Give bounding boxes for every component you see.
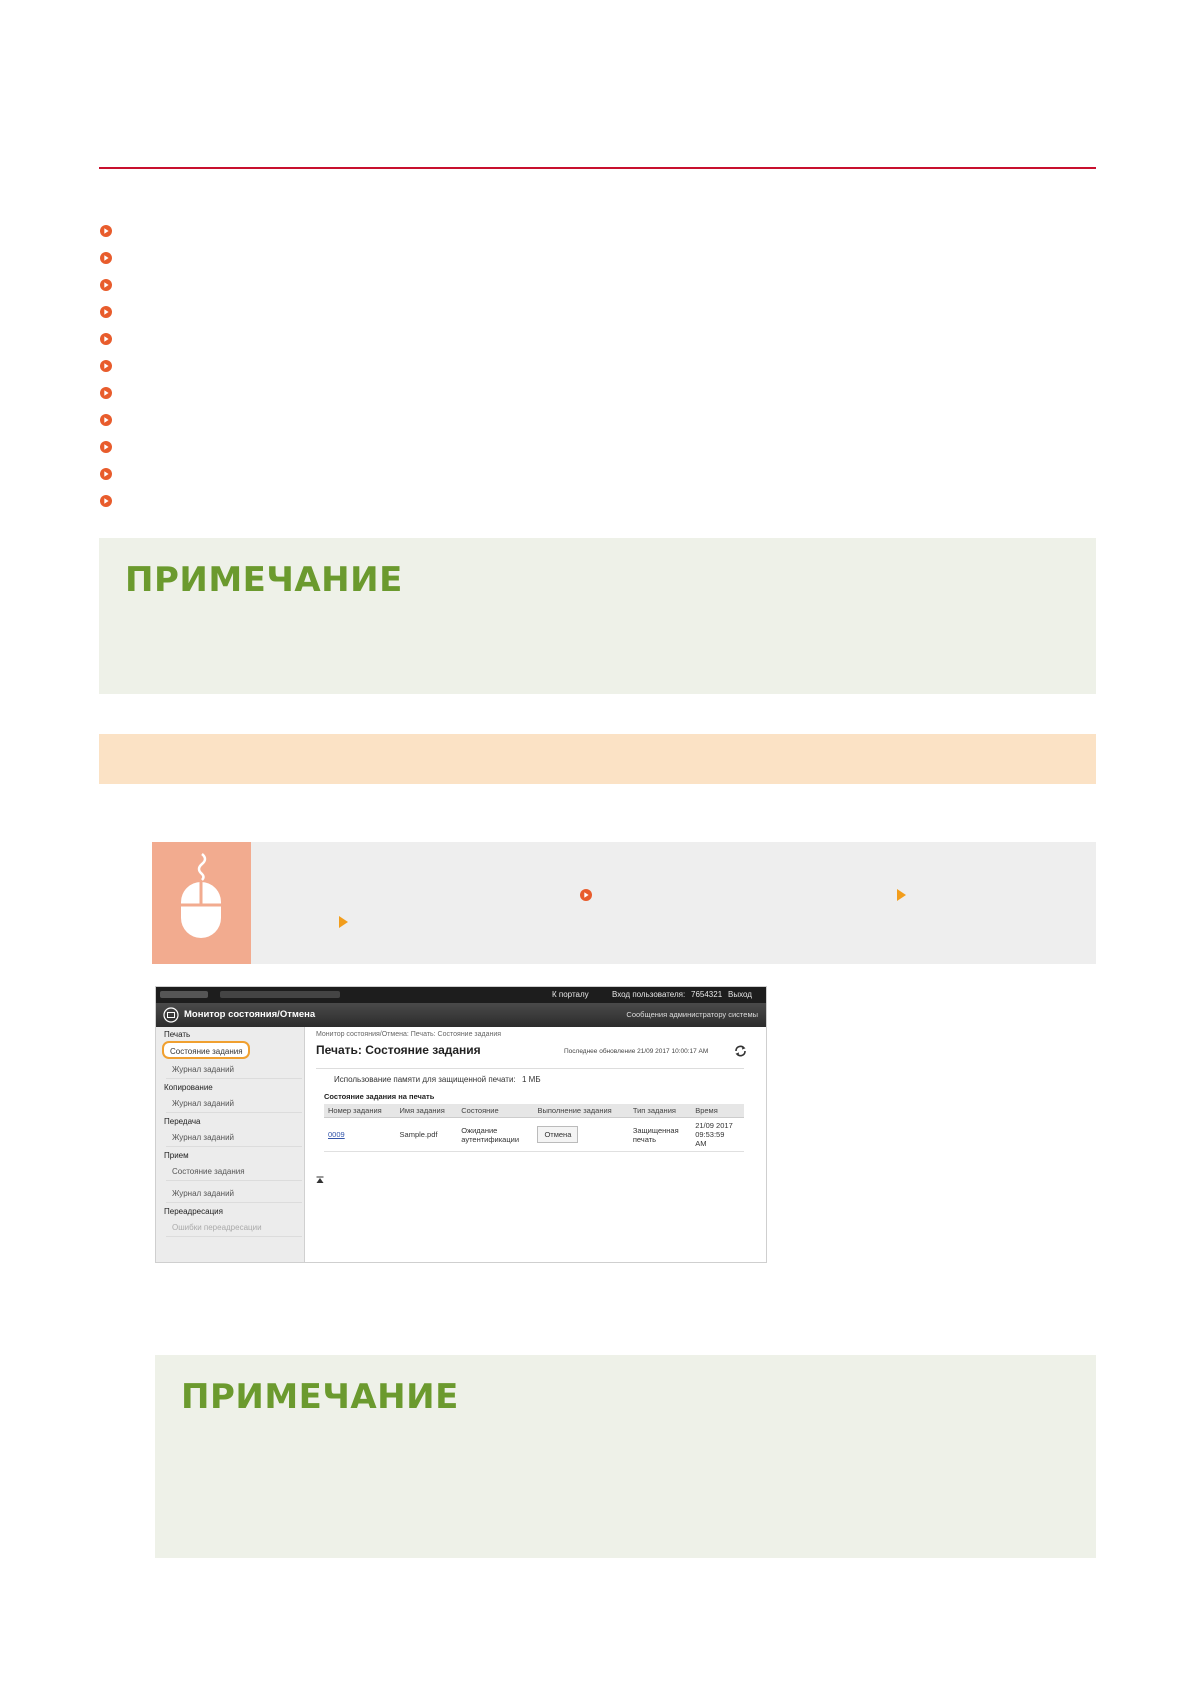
note-box [99, 538, 1096, 694]
arrow-right-icon [897, 889, 906, 901]
user-id: 7654321 [691, 990, 723, 999]
link-bullet-icon [99, 332, 113, 346]
sidebar-item-copy-log[interactable]: Журнал заданий [166, 1095, 302, 1113]
link-bullet-icon [99, 413, 113, 427]
admin-message-link[interactable]: Сообщения администратору системы [626, 1010, 758, 1019]
table-header-row [324, 1104, 744, 1118]
column-header: Выполнение задания [533, 1104, 628, 1118]
portal-link[interactable]: К порталу [552, 990, 589, 999]
logout-link[interactable]: Выход [728, 990, 752, 999]
note-title: ПРИМЕЧАНИЕ [125, 560, 403, 600]
link-bullet-icon [99, 305, 113, 319]
sidebar-header-copy: Копирование [164, 1083, 213, 1092]
job-number-link[interactable]: 0009 [328, 1130, 345, 1139]
top-bar [156, 987, 766, 1003]
instruction-box [152, 842, 1096, 964]
sidebar-item-forward-errors[interactable]: Ошибки переадресации [166, 1219, 302, 1237]
app-title: Монитор состояния/Отмена [184, 1009, 316, 1020]
job-time [691, 1118, 744, 1152]
note-box [155, 1355, 1096, 1558]
job-state [457, 1118, 533, 1152]
jobs-table [324, 1104, 744, 1152]
job-time-line: AM [695, 1139, 707, 1148]
job-type-line: печать [632, 1134, 657, 1144]
memory-value: 1 МБ [522, 1075, 541, 1084]
link-bullet-icon [99, 386, 113, 400]
step-header-band [99, 734, 1096, 784]
sidebar-item-print-log[interactable]: Журнал заданий [166, 1061, 302, 1079]
job-time-line: 21/09 2017 [695, 1121, 733, 1130]
link-bullet-icon [99, 278, 113, 292]
sidebar-item-print-status[interactable]: Состояние задания [162, 1041, 250, 1059]
monitor-icon [163, 1007, 179, 1023]
sidebar-header-print: Печать [164, 1030, 191, 1039]
login-label: Вход пользователя: [612, 990, 686, 999]
link-bullet-icon [99, 359, 113, 373]
sidebar-header-send: Передача [164, 1117, 201, 1126]
last-update: Последнее обновление 21/09 2017 10:00:17 AM [564, 1048, 709, 1055]
cancel-button[interactable]: Отмена [537, 1126, 578, 1143]
link-bullet-icon [99, 251, 113, 265]
link-bullet-icon [99, 224, 113, 238]
title-bar [156, 1003, 766, 1027]
column-header: Тип задания [629, 1104, 691, 1118]
section-divider [99, 167, 1096, 169]
column-header: Имя задания [396, 1104, 458, 1118]
arrow-right-icon [339, 916, 348, 928]
sidebar-item-receive-status[interactable]: Состояние задания [166, 1163, 302, 1181]
scroll-top-icon[interactable] [316, 1176, 324, 1184]
breadcrumb: Монитор состояния/Отмена: Печать: Состояние задания [316, 1031, 502, 1038]
job-type [629, 1118, 691, 1152]
column-header: Состояние [457, 1104, 533, 1118]
job-type-line: Защищенная [632, 1125, 679, 1135]
table-caption: Состояние задания на печать [324, 1092, 435, 1101]
link-bullet-icon [99, 440, 113, 454]
sidebar-header-receive: Прием [164, 1151, 189, 1160]
column-header: Время [691, 1104, 744, 1118]
refresh-icon[interactable] [734, 1045, 747, 1057]
page-title: Печать: Состояние задания [316, 1043, 481, 1057]
sidebar-item-receive-log[interactable]: Журнал заданий [166, 1185, 302, 1203]
remote-ui-screenshot [155, 986, 767, 1263]
sidebar [156, 1027, 305, 1262]
table-row [324, 1118, 744, 1152]
sidebar-header-forward: Переадресация [164, 1207, 223, 1216]
main-content [316, 1031, 761, 1261]
note-title: ПРИМЕЧАНИЕ [181, 1377, 459, 1417]
job-state-line: Ожидание [461, 1125, 498, 1135]
link-bullet-icon [99, 467, 113, 481]
column-header: Номер задания [324, 1104, 396, 1118]
link-bullet-icon [99, 494, 113, 508]
sidebar-item-send-log[interactable]: Журнал заданий [166, 1129, 302, 1147]
job-time-line: 09:53:59 [695, 1130, 725, 1139]
mouse-icon [152, 842, 251, 964]
job-name: Sample.pdf [396, 1118, 458, 1152]
memory-label: Использование памяти для защищенной печати: [334, 1075, 516, 1084]
job-state-line: аутентификации [461, 1134, 520, 1144]
link-circle-icon [579, 888, 593, 902]
